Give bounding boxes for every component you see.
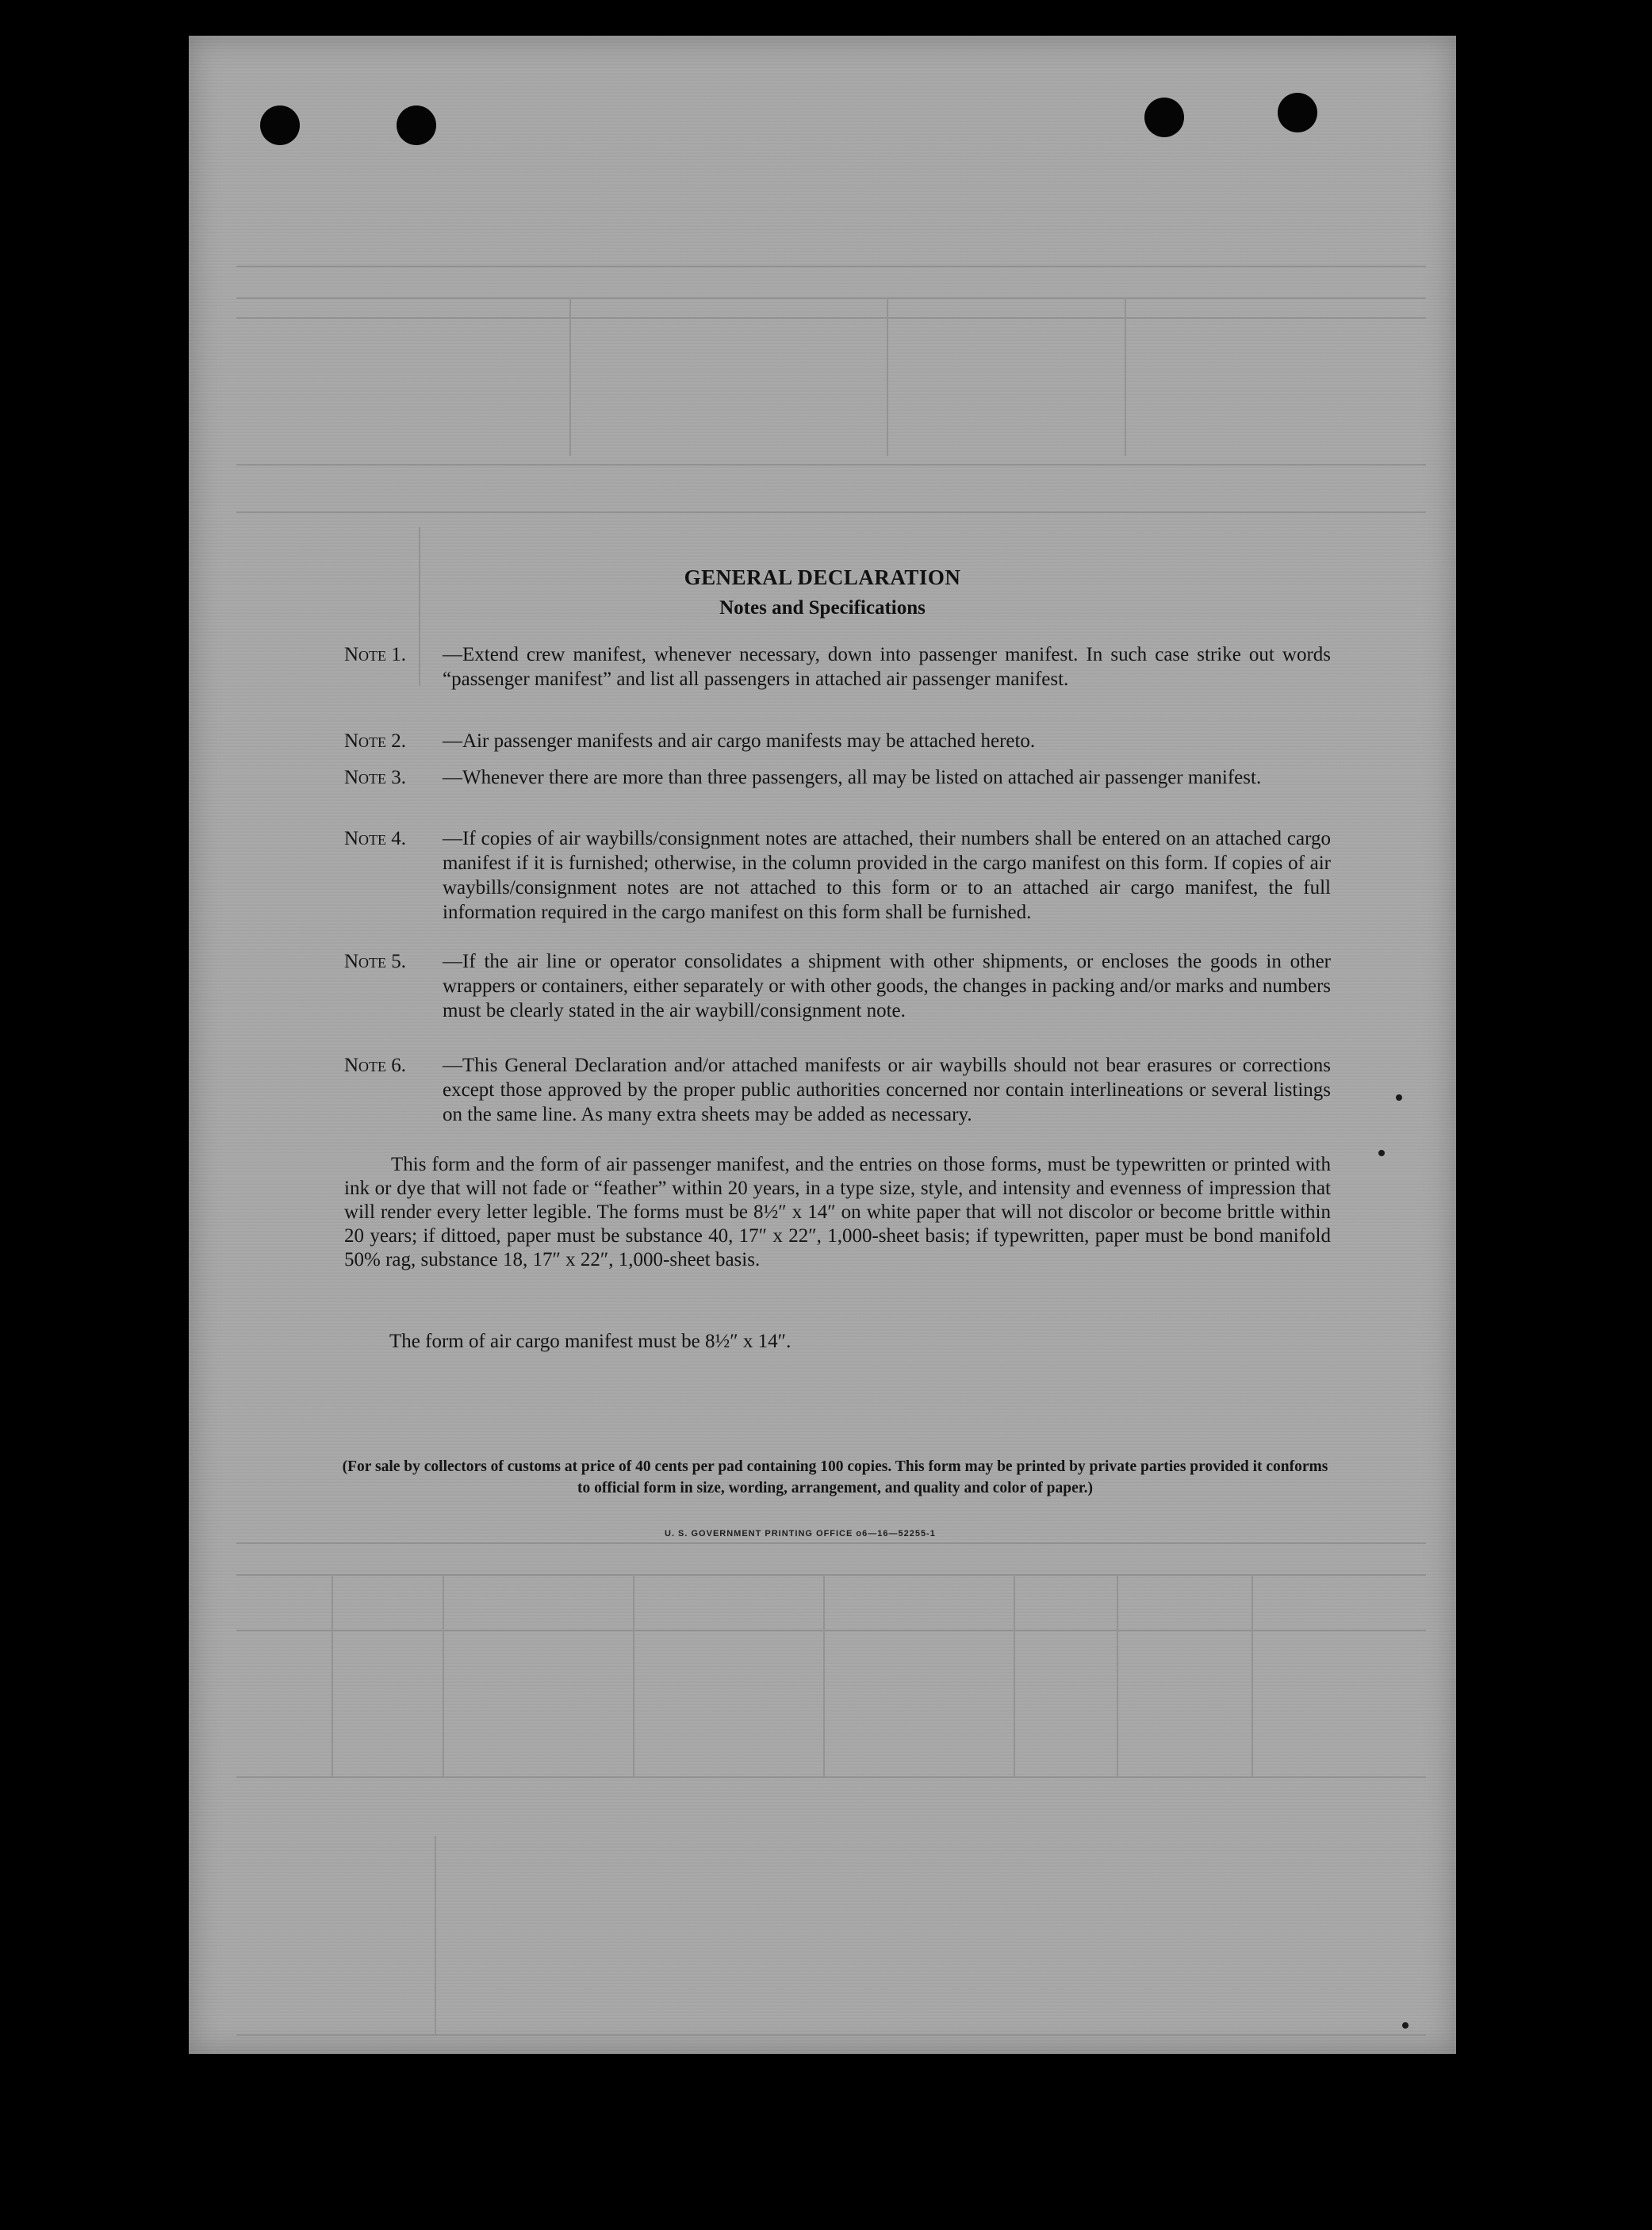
- note-text: —If copies of air waybills/consignment notes are attached, their numbers shall be entered on an attached cargo manifest if it is furnished; otherwise, in the column provided in the cargo manifest on this form. If copies of air waybills/consignment notes are not attached to this form or to an attached air cargo manifest, the full information required in the cargo manifest on this form shall be furnished.: [443, 828, 1331, 923]
- printer-line: U. S. GOVERNMENT PRINTING OFFICE o6—16—52255-1: [665, 1529, 936, 1538]
- note-text: —This General Declaration and/or attached manifests or air waybills should not bear erasures or corrections except those approved by the proper public authorities concerned nor contain interlineations or several listings on the same line. As many extra sheets may be added as necessary.: [443, 1055, 1331, 1125]
- note-label: Note 1.: [344, 644, 407, 665]
- note-text: —Air passenger manifests and air cargo manifests may be attached hereto.: [443, 730, 1036, 752]
- note-5: [344, 949, 1331, 1023]
- note-text: —If the air line or operator consolidates a shipment with other shipments, or encloses the goods in other wrappers or containers, either separately or with other goods, the changes in packing and/or marks and numbers must be clearly stated in the air waybill/consignment note.: [443, 951, 1331, 1021]
- document-page: [189, 36, 1456, 2054]
- note-1: [344, 642, 1331, 692]
- sale-notice: (For sale by collectors of customs at price of 40 cents per pad containing 100 copies. This form may be printed by private parties provided it conforms to official form in size, wording, arrangement, and quality and color of paper.): [342, 1458, 1328, 1496]
- note-text: —Extend crew manifest, whenever necessary, down into passenger manifest. In such case strike out words “passenger manifest” and list all passengers in attached air passenger manifest.: [443, 644, 1331, 690]
- note-3: [344, 765, 1331, 790]
- note-text: —Whenever there are more than three passengers, all may be listed on attached air passenger manifest.: [443, 767, 1262, 788]
- document-subtitle: Notes and Specifications: [719, 597, 926, 619]
- note-label: Note 4.: [344, 828, 407, 849]
- cargo-manifest-size-note: The form of air cargo manifest must be 8½″ x 14″.: [389, 1331, 792, 1352]
- note-label: Note 3.: [344, 767, 407, 788]
- note-label: Note 6.: [344, 1055, 407, 1076]
- note-4: [344, 826, 1331, 925]
- printing-specifications: This form and the form of air passenger manifest, and the entries on those forms, must be typewritten or printed with ink or dye that will not fade or “feather” within 20 years, in a type size, style, and intensity and evenness of impression that will render every letter legible. The forms must be 8½″ x 14″ on white paper that will not discolor or become brittle within 20 years; if dittoed, paper must be substance 40, 17″ x 22″, 1,000-sheet basis; if typewritten, paper must be bond manifold 50% rag, substance 18, 17″ x 22″, 1,000-sheet basis.: [344, 1154, 1331, 1270]
- note-6: [344, 1053, 1331, 1127]
- document-title: GENERAL DECLARATION: [684, 565, 961, 589]
- declaration-notes: [189, 36, 1456, 2054]
- note-label: Note 2.: [344, 730, 407, 752]
- note-2: [344, 729, 1331, 753]
- note-label: Note 5.: [344, 951, 407, 972]
